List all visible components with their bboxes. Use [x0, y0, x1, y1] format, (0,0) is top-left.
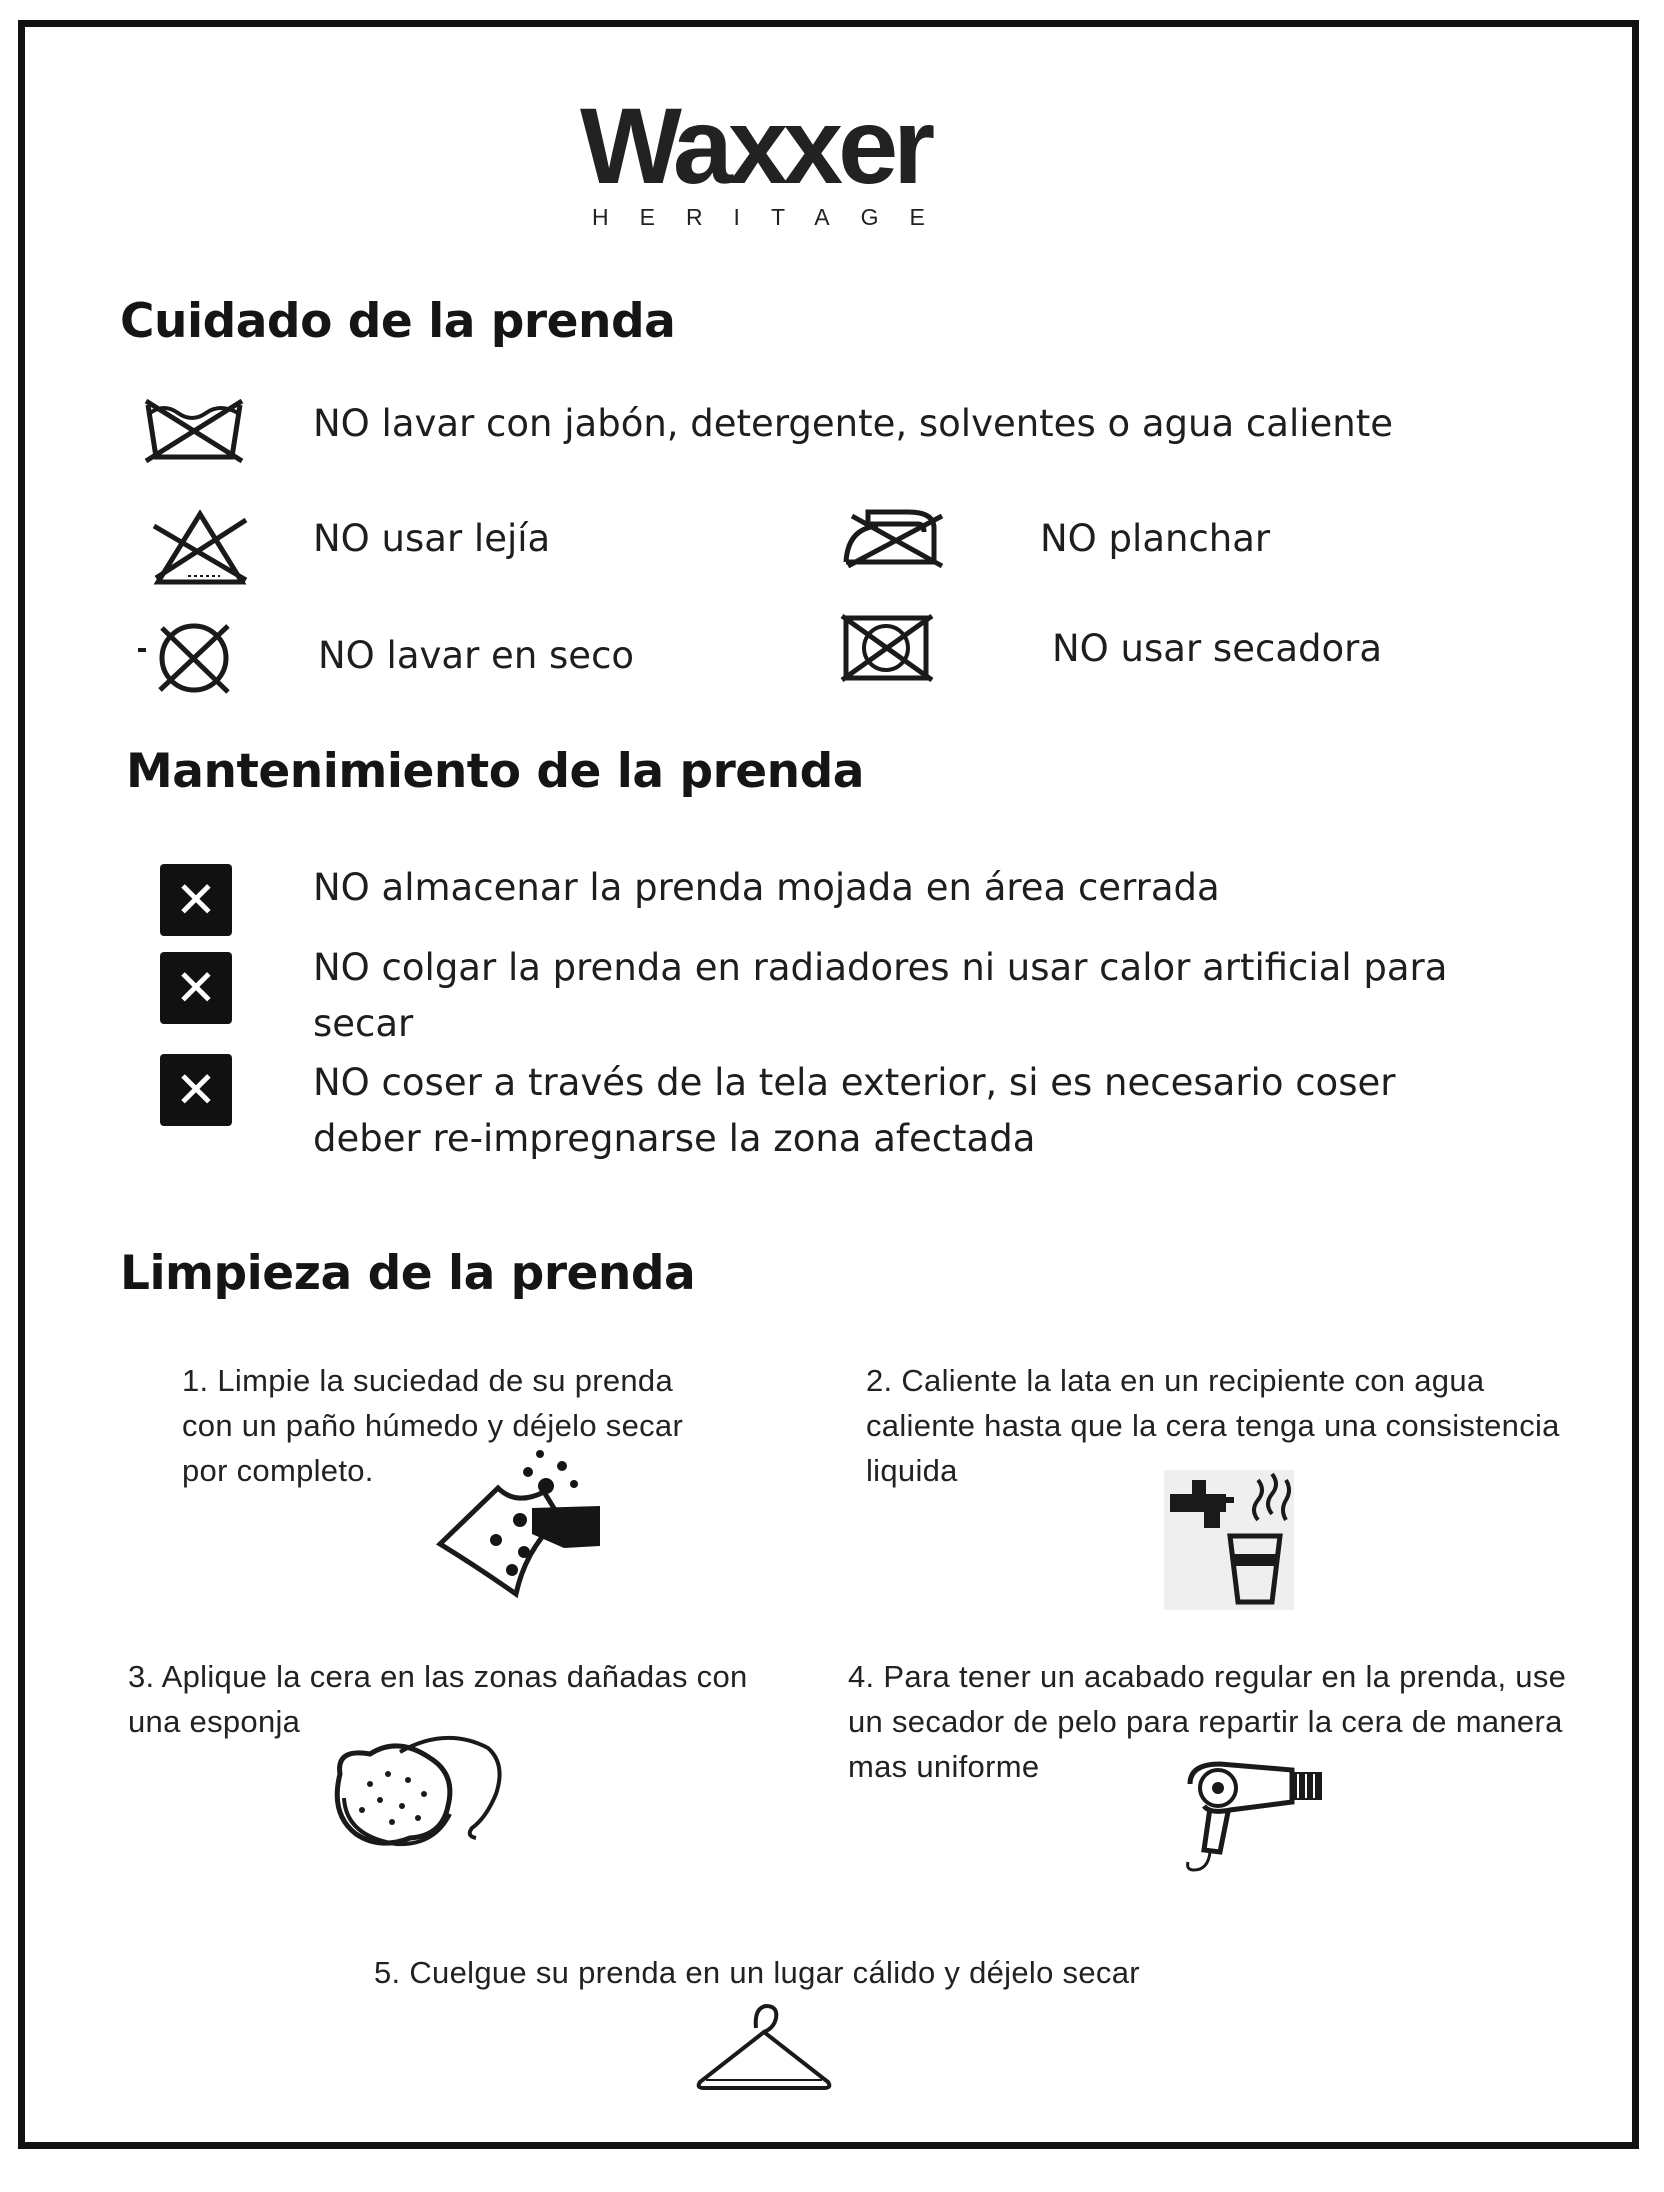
brand-tagline: HERITAGE [592, 204, 956, 230]
hair-dryer-icon [1180, 1758, 1330, 1878]
sponge-icon [326, 1718, 506, 1858]
care-item-text: NO lavar en seco [318, 634, 635, 677]
maintenance-section-title: Mantenimiento de la prenda [126, 744, 864, 799]
cleaning-step-text: 4. Para tener un acabado regular en la prenda, use un secador de pelo para repartir la cera de manera mas uniforme [848, 1659, 1567, 1784]
cleaning-step-text: 2. Caliente la lata en un recipiente con agua caliente hasta que la cera tenga una consistencia liquida [866, 1363, 1560, 1488]
no-bleach-icon [150, 508, 250, 588]
tap-hot-water-icon [1164, 1470, 1294, 1610]
no-iron-icon [838, 504, 946, 570]
no-wash-icon [142, 395, 247, 465]
x-box-icon: ✕ [160, 1054, 232, 1126]
cleaning-section-title: Limpieza de la prenda [120, 1246, 696, 1301]
cleaning-step-text: 1. Limpie la suciedad de su prenda con un paño húmedo y déjelo secar por completo. [182, 1363, 684, 1488]
maintenance-item-text: NO colgar la prenda en radiadores ni usar calor artificial para secar [313, 946, 1448, 1045]
brand-logo: Waxxer [580, 85, 931, 206]
no-dry-clean-icon [136, 620, 241, 698]
x-box-icon: ✕ [160, 864, 232, 936]
no-tumble-dry-icon [838, 612, 938, 684]
x-box-icon: ✕ [160, 952, 232, 1024]
cleaning-step-text: 3. Aplique la cera en las zonas dañadas con una esponja [128, 1659, 748, 1739]
care-item-text: NO lavar con jabón, detergente, solventes o agua caliente [313, 402, 1393, 445]
care-item-text: NO usar lejía [313, 517, 551, 560]
maintenance-item-text: NO almacenar la prenda mojada en área cerrada [313, 866, 1220, 909]
wipe-cloth-icon [436, 1448, 604, 1598]
cleaning-step-text: 5. Cuelgue su prenda en un lugar cálido y déjelo secar [374, 1955, 1140, 1990]
care-item-text: NO usar secadora [1052, 627, 1383, 670]
hanger-icon [692, 2000, 836, 2100]
care-item-text: NO planchar [1040, 517, 1271, 560]
care-section-title: Cuidado de la prenda [120, 294, 676, 349]
maintenance-item-text: NO coser a través de la tela exterior, si es necesario coser deber re-impregnarse la zona afectada [313, 1061, 1396, 1160]
